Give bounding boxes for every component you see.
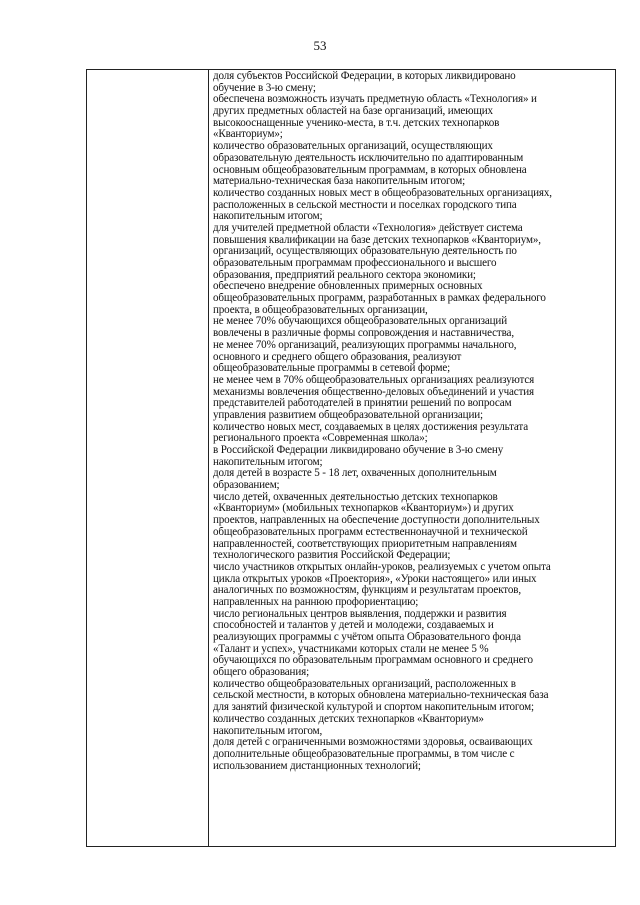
text-line: число детей, охваченных деятельностью детских технопарков [213, 491, 498, 503]
text-line: обеспечено внедрение обновленных примерных основных [213, 281, 483, 293]
text-line: цикла открытых уроков «Проектория», «Уроки настоящего» или иных [213, 573, 537, 585]
text-line: доля детей с ограниченными возможностями здоровья, осваивающих [213, 737, 533, 749]
table-right-cell [213, 70, 613, 846]
column-divider [208, 70, 209, 846]
text-line: «Талант и успех», участниками которых стали не менее 5 % [213, 643, 489, 655]
text-line: образования, предприятий реального сектора экономики; [213, 269, 476, 281]
text-line: сельской местности, в которых обновлена материально-техническая база [213, 690, 549, 702]
text-line: механизмы вовлечения общественно-деловых объединений и участия [213, 386, 535, 398]
text-line: количество созданных новых мест в общеобразовательных организациях, [213, 187, 552, 199]
text-line: направленных на раннюю профориентацию; [213, 596, 419, 608]
text-line: не менее чем в 70% общеобразовательных организациях реализуются [213, 374, 535, 386]
text-line: количество общеобразовательных организаций, расположенных в [213, 678, 516, 690]
text-line: не менее 70% обучающихся общеобразовательных организаций [213, 316, 508, 328]
text-line: регионального проекта «Современная школа»; [213, 433, 428, 445]
text-line: обучающихся по образовательным программам основного и среднего [213, 655, 533, 667]
text-line: количество созданных детских технопарков «Кванториум» [213, 713, 484, 725]
text-line: общеобразовательных программ естественнонаучной и технической [213, 526, 528, 538]
text-line: направленностей, соответствующих приоритетным направлениям [213, 538, 517, 550]
text-line: представителей работодателей в принятии решений по вопросам [213, 398, 512, 410]
text-line: число участников открытых онлайн-уроков, реализуемых с учетом опыта [213, 561, 551, 573]
text-line: материально-техническая база накопительным итогом; [213, 176, 466, 188]
text-line: организаций, осуществляющих образовательную деятельность по [213, 246, 517, 258]
text-line: вовлечены в различные формы сопровождения и наставничества, [213, 328, 514, 340]
text-line: высокооснащенные ученико-места, в т.ч. детских технопарков [213, 117, 500, 129]
text-line: обучение в 3-ю смену; [213, 82, 316, 94]
text-line: не менее 70% организаций, реализующих программы начального, [213, 339, 517, 351]
text-line: «Кванториум» (мобильных технопарков «Кванториум») и других [213, 503, 514, 515]
text-line: общеобразовательных программ, разработанных в рамках федерального [213, 293, 546, 305]
text-line: дополнительные общеобразовательные программы, в том числе с [213, 748, 515, 760]
text-line: управления развитием общеобразовательной организации; [213, 409, 483, 421]
text-line: основным общеобразовательным программам, в которых обновлена [213, 164, 527, 176]
text-line: «Кванториум»; [213, 129, 283, 141]
text-line: накопительным итогом, [213, 725, 323, 737]
text-line: количество новых мест, создаваемых в целях достижения результата [213, 421, 529, 433]
text-line: использованием дистанционных технологий; [213, 760, 421, 772]
text-line: технологического развития Российской Федерации; [213, 550, 451, 562]
document-table [86, 69, 616, 847]
text-line: реализующих программы с учётом опыта Образовательного фонда [213, 632, 521, 643]
text-line: других предметных областей на базе организаций, имеющих [213, 106, 493, 118]
text-line: накопительным итогом; [213, 211, 323, 223]
text-line: образовательным программам профессионального и высшего [213, 258, 497, 269]
text-line: общего образования; [213, 667, 310, 679]
text-line: общеобразовательные программы в сетевой форме; [213, 363, 451, 375]
text-line: проектов, направленных на обеспечение доступности дополнительных [213, 515, 540, 527]
text-line: накопительным итогом; [213, 456, 323, 468]
text-line: аналогичных по возможностям, функциям и результатам проектов, [213, 585, 521, 597]
text-line: число региональных центров выявления, поддержки и развития [213, 608, 507, 620]
text-line: доля субъектов Российской Федерации, в которых ликвидировано [213, 71, 516, 82]
text-line: обеспечена возможность изучать предметную область «Технология» и [213, 94, 537, 106]
text-line: для учителей предметной области «Технология» действует система [213, 222, 523, 234]
text-line: в Российской Федерации ликвидировано обучение в 3-ю смену [213, 445, 504, 456]
text-line: доля детей в возрасте 5 - 18 лет, охваченных дополнительным [213, 468, 497, 480]
text-line: способностей и талантов у детей и молодежи, создаваемых и [213, 620, 494, 632]
text-line: образовательную деятельность исключительно по адаптированным [213, 152, 524, 164]
text-line: для занятий физической культурой и спортом накопительным итогом; [213, 702, 534, 714]
text-line: образованием; [213, 480, 280, 492]
table-left-cell [87, 70, 208, 846]
text-line: повышения квалификации на базе детских технопарков «Кванториум», [213, 234, 541, 246]
text-line: проекта, в общеобразовательных организации, [213, 304, 428, 316]
text-line: расположенных в сельской местности и поселках городского типа [213, 199, 517, 211]
text-line: количество образовательных организаций, осуществляющих [213, 141, 493, 153]
text-line: основного и среднего общего образования, реализуют [213, 351, 462, 363]
page-number: 53 [313, 38, 327, 53]
